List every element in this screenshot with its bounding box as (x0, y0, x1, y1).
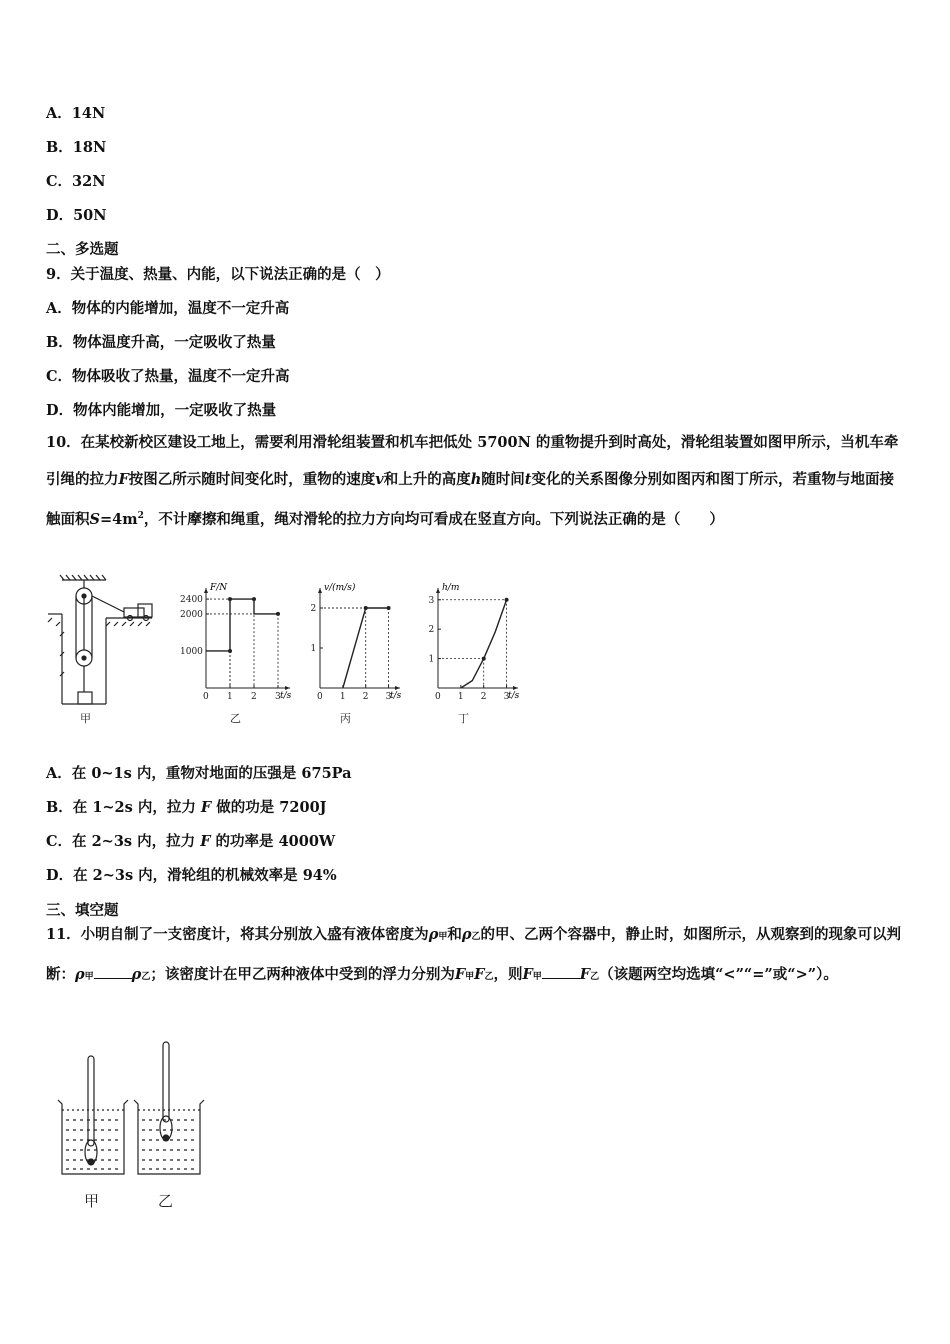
chart-ding-xtick: 1 (457, 692, 464, 702)
chart-yi-ylabel: F/N (210, 583, 228, 593)
q9-stem: 9．关于温度、热量、内能，以下说法正确的是（ ） (46, 266, 390, 283)
chart-bing-xtick: 3 (385, 692, 392, 702)
section3-title: 三、填空题 (46, 902, 119, 919)
q8-option-d: D．50N (46, 207, 107, 224)
q10-option-b: B．在 1~2s 内，拉力 F 做的功是 7200J (46, 799, 327, 816)
blank-2[interactable] (542, 966, 580, 979)
q8-option-a: A．14N (46, 105, 106, 122)
q10-figures (40, 572, 530, 732)
q10-stem: 10．在某校新校区建设工地上，需要利用滑轮组装置和机车把低处 5700N 的重物提升到时高处，滑轮组装置如图甲所示，当机车牵引绳的拉力F按图乙所示随时间变化时，重物的速度v和上升的高度h随时间t变化的关系图像分别如图丙和图丁所示，若重物与地面接触面积$S=4m^2$，不计摩擦和绳重，绳对滑轮的拉力方向均可看成在竖直方向。下列说法正确的是（ ） (46, 434, 899, 528)
chart-yi-ytick: 2400 (180, 595, 203, 606)
q10-option-c: C．在 2~3s 内，拉力 F 的功率是 4000W (46, 833, 336, 850)
chart-ding-ytick: 3 (428, 595, 435, 606)
q9-option-b: B．物体温度升高，一定吸收了热量 (46, 334, 276, 351)
chart-bing-xtick: 2 (362, 692, 369, 702)
chart-ding-point (482, 657, 486, 661)
q9-option-a: A．物体的内能增加，温度不一定升高 (46, 300, 290, 317)
chart-yi-xtick: 1 (227, 692, 233, 702)
chart-ding-xtick: 2 (480, 692, 487, 702)
chart-yi-xlabel: t/s (280, 691, 292, 701)
chart-ding-xtick: 0 (435, 692, 441, 702)
chart-ding-ytick: 1 (428, 654, 435, 665)
chart-ding-ylabel: h/m (442, 583, 460, 593)
chart-yi-ytick: 2000 (180, 609, 203, 620)
fig-label-jia: 甲 (80, 712, 91, 725)
q8-option-b: B．18N (46, 139, 107, 156)
fig-label-bing: 丙 (340, 712, 351, 725)
section2-title: 二、多选题 (46, 241, 119, 258)
beaker-label-yi: 乙 (158, 1192, 174, 1210)
chart-bing-ylabel: v/(m/s) (324, 583, 356, 593)
q8-option-c: C．32N (46, 173, 106, 190)
chart-ding-xlabel: t/s (508, 691, 520, 701)
beaker-label-jia: 甲 (84, 1192, 100, 1210)
chart-yi-ytick: 1000 (180, 646, 203, 657)
chart-ding-ytick: 2 (428, 625, 435, 636)
chart-yi-xtick: 2 (251, 692, 257, 702)
q10-option-a: A．在 0~1s 内，重物对地面的压强是 675Pa (46, 765, 352, 782)
chart-bing-xlabel: t/s (390, 691, 402, 701)
chart-bing-xtick: 1 (339, 692, 346, 702)
q10-option-d: D．在 2~3s 内，滑轮组的机械效率是 94% (46, 867, 337, 884)
q9-option-d: D．物体内能增加，一定吸收了热量 (46, 402, 277, 419)
fig-label-ding: 丁 (458, 712, 469, 725)
chart-ding (429, 583, 520, 702)
chart-yi-xtick: 0 (203, 692, 209, 702)
pulley-diagram (48, 575, 152, 704)
fig-label-yi: 乙 (230, 712, 241, 725)
chart-ding-xtick: 3 (503, 692, 510, 702)
chart-bing-ytick: 2 (310, 604, 317, 614)
q11-figure (50, 1036, 220, 1216)
chart-yi-series (206, 599, 278, 651)
chart-bing-point (387, 606, 391, 610)
blank-1[interactable] (94, 966, 132, 979)
q9-option-c: C．物体吸收了热量，温度不一定升高 (46, 368, 290, 385)
chart-bing-xtick: 0 (317, 692, 323, 702)
chart-bing (311, 582, 402, 702)
chart-yi-point (276, 612, 280, 616)
chart-yi (180, 583, 292, 702)
chart-yi-point (252, 597, 256, 601)
chart-ding-point (505, 598, 509, 602)
chart-yi-xtick: 3 (275, 692, 281, 702)
chart-bing-ytick: 1 (310, 644, 317, 654)
q11-stem: 11．小明自制了一支密度计，将其分别放入盛有液体密度为ρ甲和ρ乙的甲、乙两个容器中，静止时，如图所示，从观察到的现象可以判断：ρ甲 ρ乙；该密度计在甲乙两种液体中受到的浮力分别为F甲F乙，则F甲 F乙（该题两空均选填“<”“=”或“>”）。 (46, 926, 902, 983)
